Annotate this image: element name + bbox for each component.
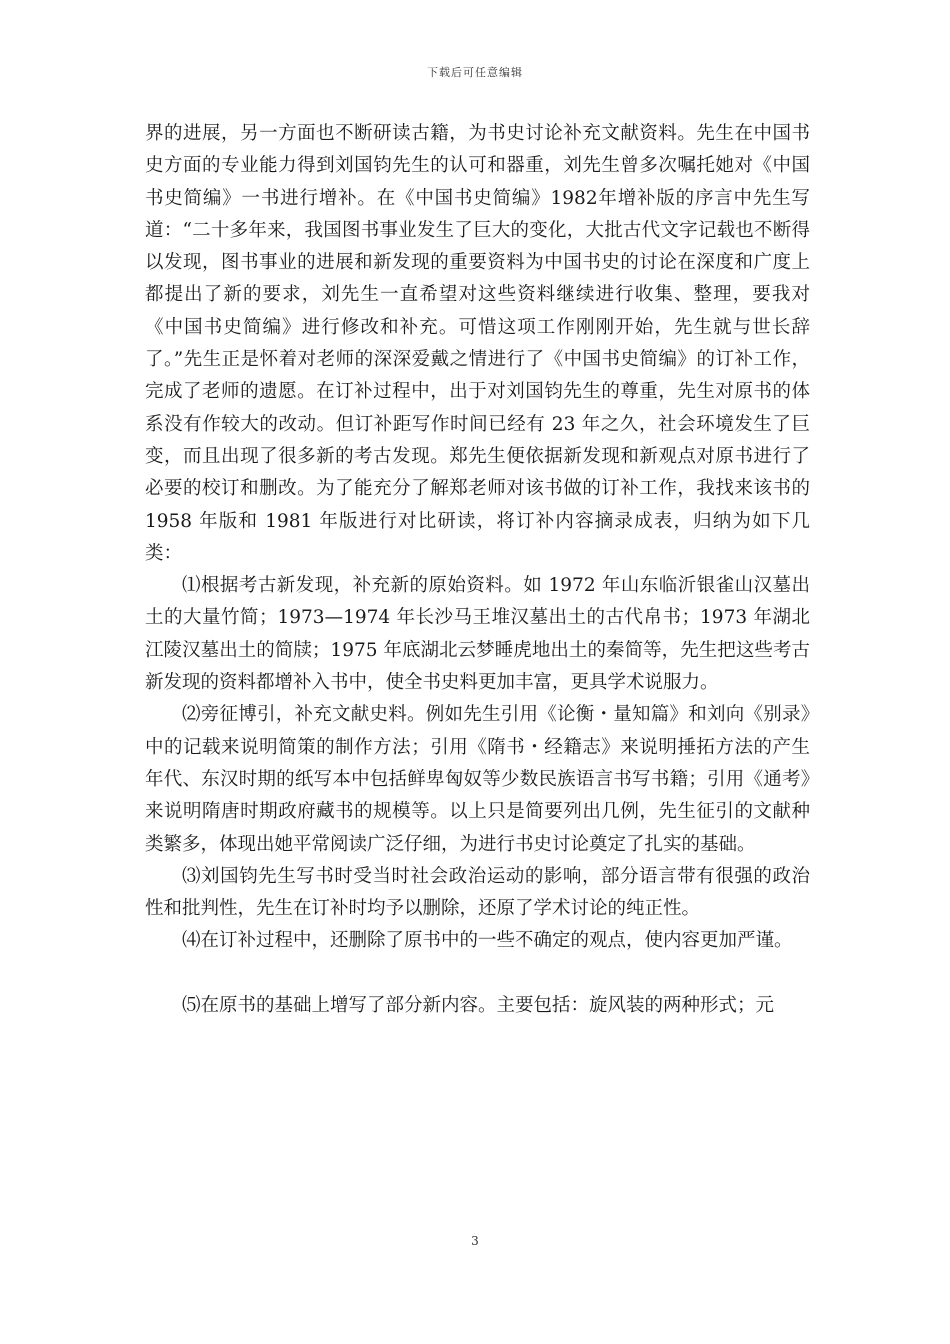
paragraph-item-2: ⑵旁征博引，补充文献史料。例如先生引用《论衡・量知篇》和刘向《别录》中的记载来说明简策的制作方法；引用《隋书・经籍志》来说明捶拓方法的产生年代、东汉时期的纸写本中包括鲜卑匈奴等少数民族语言书写书籍；引用《通考》来说明隋唐时期政府藏书的规模等。以上只是简要列出几例，先生征引的文献种类繁多，体现出她平常阅读广泛仔细，为进行书史讨论奠定了扎实的基础。 bbox=[145, 704, 810, 855]
paragraph-item-4: ⑷在订补过程中，还删除了原书中的一些不确定的观点，使内容更加严谨。 bbox=[182, 930, 793, 952]
page-header: 下载后可任意编辑 bbox=[427, 66, 523, 79]
document-body bbox=[145, 118, 810, 1022]
paragraph-item-3: ⑶刘国钧先生写书时受当时社会政治运动的影响，部分语言带有很强的政治性和批判性，先生在订补时均予以删除，还原了学术讨论的纯正性。 bbox=[145, 865, 810, 920]
paragraph-item-5: ⑸在原书的基础上增写了部分新内容。主要包括：旋风装的两种形式；元 bbox=[182, 994, 775, 1016]
paragraph-intro: 界的进展，另一方面也不断研读古籍，为书史讨论补充文献资料。先生在中国书史方面的专业能力得到刘国钧先生的认可和器重，刘先生曾多次嘱托她对《中国书史简编》一书进行增补。在《中国书史简编》1982年增补版的序言中先生写道：“二十多年来，我国图书事业发生了巨大的变化，大批古代文字记载也不断得以发现，图书事业的进展和新发现的重要资料为中国书史的讨论在深度和广度上都提出了新的要求，刘先生一直希望对这些资料继续进行收集、整理，要我对《中国书史简编》进行修改和补充。可惜这项工作刚刚开始，先生就与世长辞了。”先生正是怀着对老师的深深爱戴之情进行了《中国书史简编》的订补工作，完成了老师的遗愿。在订补过程中，出于对刘国钧先生的尊重，先生对原书的体系没有作较大的改动。但订补距写作时间已经有 23 年之久，社会环境发生了巨变，而且出现了很多新的考古发现。郑先生便依据新发现和新观点对原书进行了必要的校订和删改。为了能充分了解郑老师对该书做的订补工作，我找来该书的 1958 年版和 1981 年版进行对比研读，将订补内容摘录成表，归纳为如下几类： bbox=[145, 123, 810, 564]
page-number: 3 bbox=[471, 1234, 479, 1248]
paragraph-item-1: ⑴根据考古新发现，补充新的原始资料。如 1972 年山东临沂银雀山汉墓出土的大量竹简；1973—1974 年长沙马王堆汉墓出土的古代帛书；1973 年湖北江陵汉墓出土的简牍；1975 年底湖北云梦睡虎地出土的秦简等，先生把这些考古新发现的资料都增补入书中，使全书史料更加丰富，更具学术说服力。 bbox=[145, 575, 810, 694]
